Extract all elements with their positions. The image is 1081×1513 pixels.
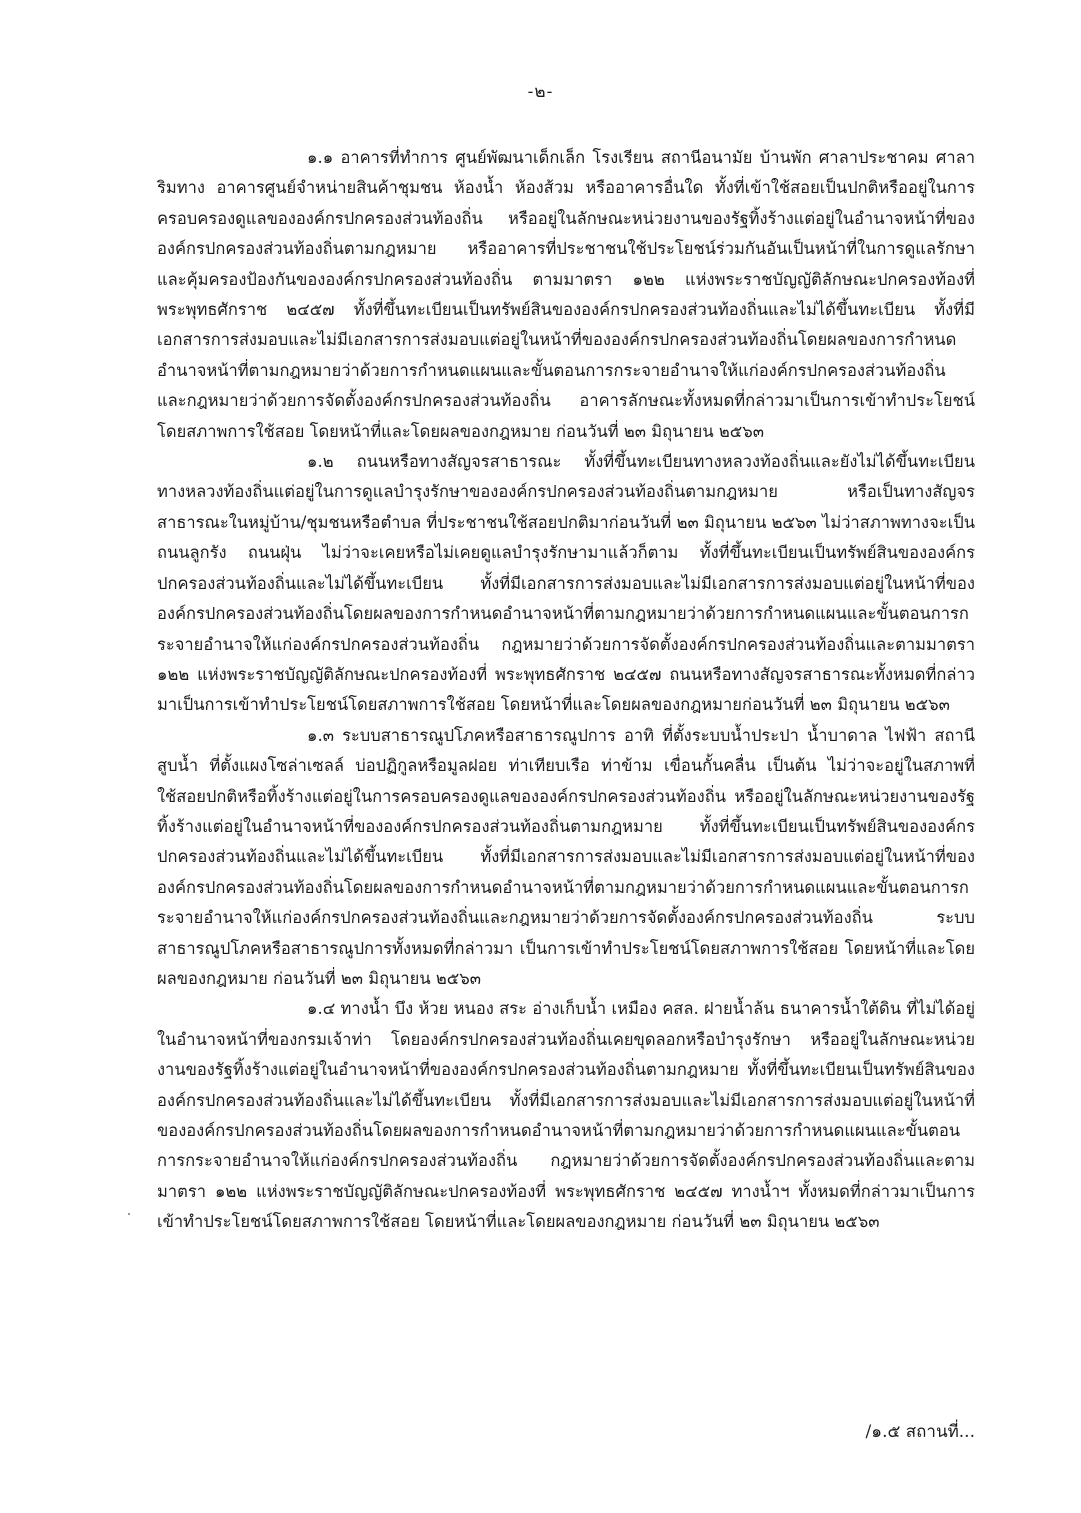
document-body [157,143,975,1238]
scan-speck [128,1213,130,1215]
paragraph-1-1: ๑.๑ อาคารที่ทำการ ศูนย์พัฒนาเด็กเล็ก โรงเรียน สถานีอนามัย บ้านพัก ศาลาประชาคม ศาลาริมทาง อาคารศูนย์จำหน่ายสินค้าชุมชน ห้องน้ำ ห้องส้วม หรืออาคารอื่นใด ทั้งที่เข้าใช้สอยเป็นปกติหรืออยู่ในการครอบครองดูแลขององค์กรปกครองส่วนท้องถิ่น หรืออยู่ในลักษณะหน่วยงานของรัฐทิ้งร้างแต่อยู่ในอำนาจหน้าที่ขององค์กรปกครองส่วนท้องถิ่นตามกฎหมาย หรืออาคารที่ประชาชนใช้ประโยชน์ร่วมกันอันเป็นหน้าที่ในการดูแลรักษาและคุ้มครองป้องกันขององค์กรปกครองส่วนท้องถิ่น ตามมาตรา ๑๒๒ แห่งพระราชบัญญัติลักษณะปกครองท้องที่ พระพุทธศักราช ๒๔๕๗ ทั้งที่ขึ้นทะเบียนเป็นทรัพย์สินขององค์กรปกครองส่วนท้องถิ่นและไม่ได้ขึ้นทะเบียน ทั้งที่มีเอกสารการส่งมอบและไม่มีเอกสารการส่งมอบแต่อยู่ในหน้าที่ขององค์กรปกครองส่วนท้องถิ่นโดยผลของการกำหนดอำนาจหน้าที่ตามกฎหมายว่าด้วยการกำหนดแผนและขั้นตอนการกระจายอำนาจให้แก่องค์กรปกครองส่วนท้องถิ่นและกฎหมายว่าด้วยการจัดตั้งองค์กรปกครองส่วนท้องถิ่น อาคารลักษณะทั้งหมดที่กล่าวมาเป็นการเข้าทำประโยชน์โดยสภาพการใช้สอย โดยหน้าที่และโดยผลของกฎหมาย ก่อนวันที่ ๒๓ มิถุนายน ๒๕๖๓ [157,148,975,441]
paragraph-1-4: ๑.๔ ทางน้ำ บึง ห้วย หนอง สระ อ่างเก็บน้ำ เหมือง คสล. ฝายน้ำล้น ธนาคารน้ำใต้ดิน ที่ไม่ได้อยู่ในอำนาจหน้าที่ของกรมเจ้าท่า โดยองค์กรปกครองส่วนท้องถิ่นเคยขุดลอกหรือบำรุงรักษา หรืออยู่ในลักษณะหน่วยงานของรัฐทิ้งร้างแต่อยู่ในอำนาจหน้าที่ขององค์กรปกครองส่วนท้องถิ่นตามกฎหมาย ทั้งที่ขึ้นทะเบียนเป็นทรัพย์สินขององค์กรปกครองส่วนท้องถิ่นและไม่ได้ขึ้นทะเบียน ทั้งที่มีเอกสารการส่งมอบและไม่มีเอกสารการส่งมอบแต่อยู่ในหน้าที่ขององค์กรปกครองส่วนท้องถิ่นโดยผลของการกำหนดอำนาจหน้าที่ตามกฎหมายว่าด้วยการกำหนดแผนและขั้นตอนการกระจายอำนาจให้แก่องค์กรปกครองส่วนท้องถิ่น กฎหมายว่าด้วยการจัดตั้งองค์กรปกครองส่วนท้องถิ่นและตามมาตรา ๑๒๒ แห่งพระราชบัญญัติลักษณะปกครองท้องที่ พระพุทธศักราช ๒๔๕๗ ทางน้ำฯ ทั้งหมดที่กล่าวมาเป็นการเข้าทำประโยชน์โดยสภาพการใช้สอย โดยหน้าที่และโดยผลของกฎหมาย ก่อนวันที่ ๒๓ มิถุนายน ๒๕๖๓ [157,999,975,1232]
page-number: -๒- [527,82,554,102]
paragraph-1-2: ๑.๒ ถนนหรือทางสัญจรสาธารณะ ทั้งที่ขึ้นทะเบียนทางหลวงท้องถิ่นและยังไม่ได้ขึ้นทะเบียนทางหลวงท้องถิ่นแต่อยู่ในการดูแลบำรุงรักษาขององค์กรปกครองส่วนท้องถิ่นตามกฎหมาย หรือเป็นทางสัญจรสาธารณะในหมู่บ้าน/ชุมชนหรือตำบล ที่ประชาชนใช้สอยปกติมาก่อนวันที่ ๒๓ มิถุนายน ๒๕๖๓ ไม่ว่าสภาพทางจะเป็นถนนลูกรัง ถนนฝุ่น ไม่ว่าจะเคยหรือไม่เคยดูแลบำรุงรักษามาแล้วก็ตาม ทั้งที่ขึ้นทะเบียนเป็นทรัพย์สินขององค์กรปกครองส่วนท้องถิ่นและไม่ได้ขึ้นทะเบียน ทั้งที่มีเอกสารการส่งมอบและไม่มีเอกสารการส่งมอบแต่อยู่ในหน้าที่ขององค์กรปกครองส่วนท้องถิ่นโดยผลของการกำหนดอำนาจหน้าที่ตามกฎหมายว่าด้วยการกำหนดแผนและขั้นตอนการกระจายอำนาจให้แก่องค์กรปกครองส่วนท้องถิ่น กฎหมายว่าด้วยการจัดตั้งองค์กรปกครองส่วนท้องถิ่นและตามมาตรา ๑๒๒ แห่งพระราชบัญญัติลักษณะปกครองท้องที่ พระพุทธศักราช ๒๔๕๗ ถนนหรือทางสัญจรสาธารณะทั้งหมดที่กล่าวมาเป็นการเข้าทำประโยชน์โดยสภาพการใช้สอย โดยหน้าที่และโดยผลของกฎหมายก่อนวันที่ ๒๓ มิถุนายน ๒๕๖๓ [157,452,975,715]
paragraph-1-3: ๑.๓ ระบบสาธารณูปโภคหรือสาธารณูปการ อาทิ ที่ตั้งระบบน้ำประปา น้ำบาดาล ไฟฟ้า สถานีสูบน้ำ ที่ตั้งแผงโซล่าเซลล์ บ่อปฏิกูลหรือมูลฝอย ท่าเทียบเรือ ท่าข้าม เขื่อนกั้นคลื่น เป็นต้น ไม่ว่าจะอยู่ในสภาพที่ใช้สอยปกติหรือทิ้งร้างแต่อยู่ในการครอบครองดูแลขององค์กรปกครองส่วนท้องถิ่น หรืออยู่ในลักษณะหน่วยงานของรัฐทิ้งร้างแต่อยู่ในอำนาจหน้าที่ขององค์กรปกครองส่วนท้องถิ่นตามกฎหมาย ทั้งที่ขึ้นทะเบียนเป็นทรัพย์สินขององค์กรปกครองส่วนท้องถิ่นและไม่ได้ขึ้นทะเบียน ทั้งที่มีเอกสารการส่งมอบและไม่มีเอกสารการส่งมอบแต่อยู่ในหน้าที่ขององค์กรปกครองส่วนท้องถิ่นโดยผลของการกำหนดอำนาจหน้าที่ตามกฎหมายว่าด้วยการกำหนดแผนและขั้นตอนการกระจายอำนาจให้แก่องค์กรปกครองส่วนท้องถิ่นและกฎหมายว่าด้วยการจัดตั้งองค์กรปกครองส่วนท้องถิ่น ระบบสาธารณูปโภคหรือสาธารณูปการทั้งหมดที่กล่าวมา เป็นการเข้าทำประโยชน์โดยสภาพการใช้สอย โดยหน้าที่และโดยผลของกฎหมาย ก่อนวันที่ ๒๓ มิถุนายน ๒๕๖๓ [157,725,975,988]
continuation-marker: /๑.๕ สถานที่... [865,1422,975,1442]
